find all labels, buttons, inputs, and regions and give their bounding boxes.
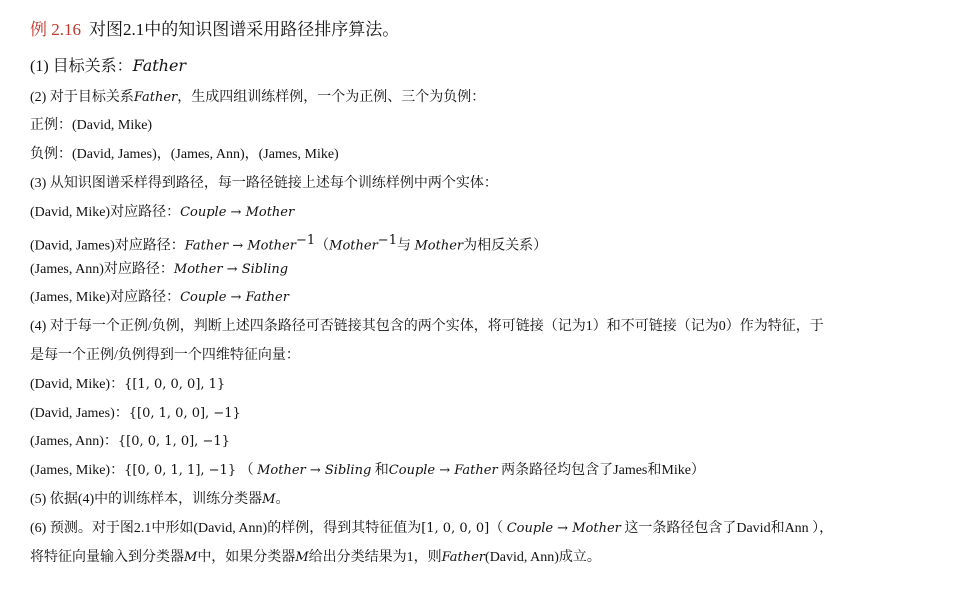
path-pair: (James, Ann) [30, 262, 104, 277]
step-5-model: M [262, 492, 276, 507]
example-heading [30, 18, 399, 42]
vector-value: {[0, 1, 0, 0], −1} [128, 406, 241, 421]
path-note-expr: Mother [414, 238, 464, 254]
path-row [30, 260, 288, 280]
vector-value: {[1, 0, 0, 0], 1} [124, 377, 226, 392]
example-title: 对图2.1中的知识图谱采用路径排序算法。 [89, 20, 400, 39]
step-4-line-2 [30, 346, 300, 366]
path-expr: Couple → Father [180, 290, 289, 305]
step-5 [30, 490, 289, 510]
step-6-line-2 [30, 548, 601, 568]
vector-row [30, 404, 241, 424]
step-2-suffix: ，生成四组训练样例，一个为正例、三个为负例： [177, 90, 486, 105]
negative-examples [30, 145, 339, 165]
path-expr: Father → Mother [184, 238, 296, 254]
negative-value: (David, James)，(James, Ann)，(James, Mike) [72, 147, 339, 162]
step-1-text: (1) 目标关系： [30, 58, 133, 75]
step-6-text: 中，如果分类器 [197, 550, 296, 565]
step-6-model: M [295, 550, 309, 565]
path-expr: Couple → Mother [180, 205, 295, 220]
path-label: 对应路径： [110, 290, 181, 305]
path-pair: (David, Mike) [30, 205, 111, 220]
vector-value: {[0, 0, 1, 1], −1} [124, 463, 237, 478]
path-pair: (David, James) [30, 238, 115, 254]
negative-label: 负例： [30, 147, 72, 162]
vector-note-mid: 和 [371, 463, 389, 478]
path-label: 对应路径： [103, 262, 174, 277]
vector-row [30, 375, 225, 395]
step-3 [30, 174, 498, 194]
step-6-relation: Father [441, 550, 486, 565]
step-6-text: (6) 预测。对于图2.1中形如(David, Ann)的样例，得到其特征值为 [30, 521, 422, 536]
path-row [30, 231, 547, 257]
vector-pair: (James, Mike)： [30, 463, 125, 478]
path-note-close: 为相反关系） [463, 238, 548, 254]
path-pair: (James, Mike) [30, 290, 111, 305]
path-expr: Mother → Sibling [173, 262, 289, 277]
path-superscript: −1 [295, 233, 316, 248]
step-4-text-2: 是每一个正例/负例得到一个四维特征向量： [30, 348, 300, 363]
vector-note-open: （ [236, 463, 258, 478]
path-note-mid: 与 [396, 238, 415, 254]
path-label: 对应路径： [114, 238, 185, 254]
vector-note-expr: Mother → Sibling [257, 463, 372, 478]
step-6-paren-close: 这一条路径包含了David和Ann ）， [620, 521, 834, 536]
step-6-line-1 [30, 519, 833, 539]
positive-label: 正例： [30, 118, 72, 133]
step-4-line-1 [30, 317, 824, 337]
path-row [30, 203, 294, 223]
step-2-relation: Father [133, 90, 178, 105]
step-2-prefix: (2) 对于目标关系 [30, 90, 134, 105]
path-row [30, 288, 289, 308]
vector-pair: (David, Mike)： [30, 377, 125, 392]
step-6-text: (David, Ann)成立。 [485, 550, 601, 565]
step-6-text: 给出分类结果为1，则 [308, 550, 442, 565]
step-5-prefix: (5) 依据(4)中的训练样本，训练分类器 [30, 492, 263, 507]
step-6-vector: [1, 0, 0, 0] [421, 521, 490, 536]
path-label: 对应路径： [110, 205, 181, 220]
path-note-expr: Mother [329, 238, 378, 254]
step-1-relation: Father [132, 56, 187, 75]
path-note-open: （ [315, 238, 330, 254]
step-3-text: (3) 从知识图谱采样得到路径，每一路径链接上述每个训练样例中两个实体： [30, 176, 498, 191]
positive-example [30, 116, 152, 136]
vector-row [30, 461, 705, 481]
example-label: 例 2.16 [30, 20, 81, 39]
vector-value: {[0, 0, 1, 0], −1} [117, 434, 230, 449]
step-6-expr: Couple → Mother [506, 521, 621, 536]
path-note-superscript: −1 [377, 233, 397, 248]
step-6-paren-open: （ [489, 521, 507, 536]
vector-note-expr: Couple → Father [388, 463, 498, 478]
step-6-model: M [184, 550, 198, 565]
step-2 [30, 88, 485, 108]
vector-note-close: 两条路径均包含了James和Mike） [497, 463, 705, 478]
vector-pair: (David, James)： [30, 406, 129, 421]
positive-value: (David, Mike) [72, 118, 153, 133]
vector-pair: (James, Ann)： [30, 434, 118, 449]
step-1 [30, 55, 186, 78]
step-6-text: 将特征向量输入到分类器 [30, 550, 184, 565]
step-5-suffix: 。 [275, 492, 290, 507]
vector-row [30, 432, 230, 452]
step-4-text-1: (4) 对于每一个正例/负例，判断上述四条路径可否链接其包含的两个实体，将可链接（记为1）和不可链接（记为0）作为特征，于 [30, 319, 824, 334]
